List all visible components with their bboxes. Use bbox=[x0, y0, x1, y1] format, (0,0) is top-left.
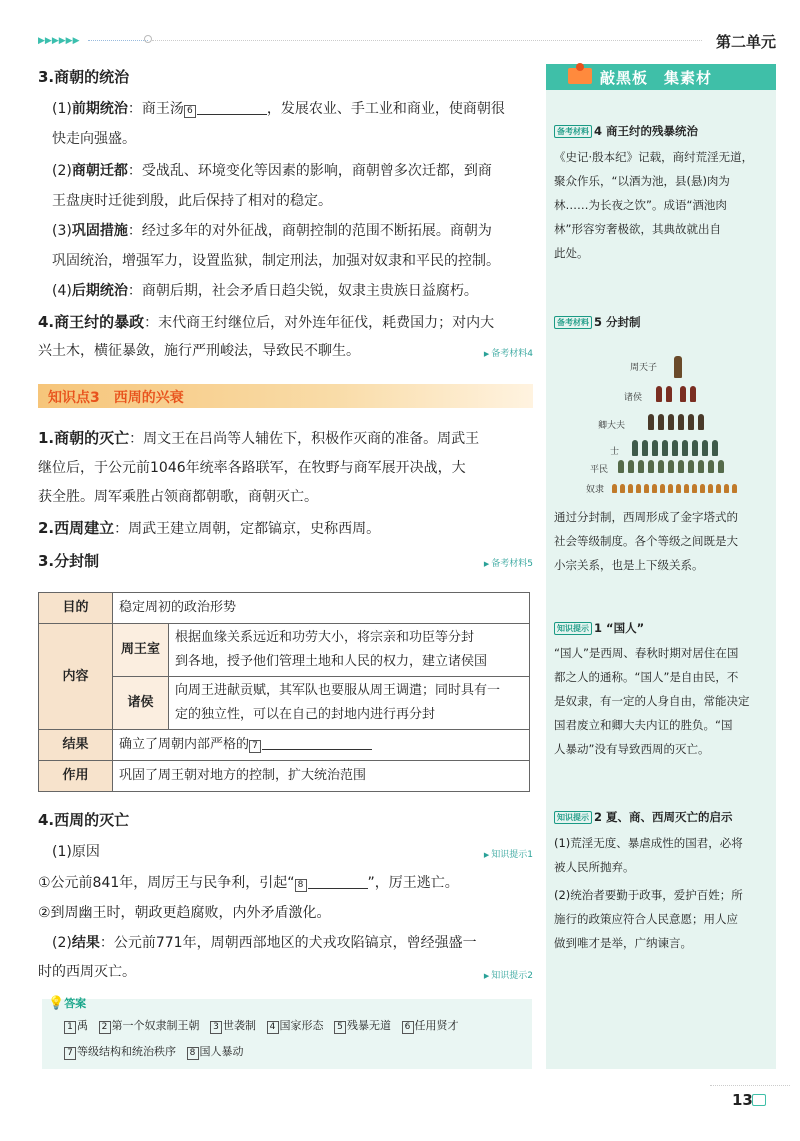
figure-icon bbox=[662, 440, 668, 456]
figure-icon bbox=[698, 460, 704, 473]
figure-icon bbox=[708, 484, 713, 493]
paragraph-line: ②到周幽王时，朝政更趋腐败，内外矛盾激化。 bbox=[38, 905, 331, 921]
figure-icon bbox=[612, 484, 617, 493]
blank-number: 8 bbox=[295, 879, 307, 892]
figure-icon bbox=[690, 386, 696, 402]
sidebar-line: 小宗关系，也是上下级关系。 bbox=[554, 558, 704, 572]
figure-icon bbox=[678, 460, 684, 473]
figure-icon bbox=[642, 440, 648, 456]
figure-icon bbox=[648, 414, 654, 430]
header-rule bbox=[88, 40, 148, 41]
figure-icon bbox=[682, 440, 688, 456]
sidebar-line: 施行的政策应符合人民意愿；用人应 bbox=[554, 912, 738, 926]
material-heading: 备考材料 5 分封制 bbox=[554, 313, 641, 331]
paragraph-line: (2)结果：公元前771年，周朝西部地区的犬戎攻陷镐京，曾经强盛一 bbox=[52, 935, 477, 951]
header-circle-icon bbox=[144, 35, 152, 43]
sidebar-banner bbox=[546, 64, 776, 90]
figure-icon bbox=[632, 440, 638, 456]
header-rule-long bbox=[152, 40, 702, 41]
paragraph-line: 兴土木，横征暴敛，施行严刑峻法，导致民不聊生。 bbox=[38, 343, 360, 359]
sidebar-line: 通过分封制，西周形成了金字塔式的 bbox=[554, 510, 738, 524]
sidebar-line: 林”形容穷奢极欲，其典故就出自 bbox=[554, 222, 721, 236]
sidebar-line: 林……为长夜之饮”。成语“酒池肉 bbox=[554, 198, 727, 212]
reference-link[interactable]: ▶ 备考材料5 bbox=[484, 556, 533, 569]
figure-icon bbox=[680, 386, 686, 402]
sidebar-line: “国人”是西周、春秋时期对居住在国 bbox=[554, 646, 739, 660]
table-header: 结果 bbox=[39, 730, 113, 761]
sidebar-line: 《史记·殷本纪》记载，商纣荒淫无道， bbox=[554, 150, 754, 164]
blank-number: 7 bbox=[249, 740, 261, 753]
footer-rule bbox=[710, 1085, 790, 1086]
table-subheader: 周王室 bbox=[113, 624, 169, 677]
figure-icon bbox=[712, 440, 718, 456]
figure-icon bbox=[692, 440, 698, 456]
table-cell: 稳定周初的政治形势 bbox=[113, 593, 530, 624]
table-cell: 向周王进献贡赋，其军队也要服从周王调遣；同时具有一 定的独立性，可以在自己的封地内进行再分封 bbox=[169, 677, 530, 730]
figure-icon bbox=[652, 440, 658, 456]
paragraph-line: 4.商王纣的暴政：末代商王纣继位后，对外连年征伐，耗费国力；对内大 bbox=[38, 313, 495, 331]
paragraph-line: (1)前期统治：商王汤 6 ，发展农业、手工业和商业，使商朝很 bbox=[52, 101, 505, 117]
pyramid-label: 平民 bbox=[590, 465, 609, 475]
table-cell: 巩固了周王朝对地方的控制，扩大统治范围 bbox=[113, 761, 530, 792]
figure-icon bbox=[732, 484, 737, 493]
pyramid-label: 卿大夫 bbox=[598, 421, 626, 431]
figure-icon bbox=[672, 440, 678, 456]
sidebar-line: 此处。 bbox=[554, 246, 589, 260]
paragraph-line: (3)巩固措施：经过多年的对外征战，商朝控制的范围不断拓展。商朝为 bbox=[52, 223, 492, 239]
figure-icon bbox=[658, 460, 664, 473]
figure-icon bbox=[724, 484, 729, 493]
reference-link[interactable]: ▶ 知识提示1 bbox=[484, 847, 533, 860]
banner-title: 知识点3 西周的兴衰 bbox=[48, 390, 184, 406]
sidebar-line: 社会等级制度。各个等级之间既是大 bbox=[554, 534, 738, 548]
figure-icon bbox=[688, 414, 694, 430]
figure-icon bbox=[674, 356, 682, 378]
figure-icon bbox=[716, 484, 721, 493]
figure-icon bbox=[618, 460, 624, 473]
figure-icon bbox=[660, 484, 665, 493]
figure-icon bbox=[692, 484, 697, 493]
table-cell: 根据血缘关系远近和功劳大小，将宗亲和功臣等分封 到各地，授予他们管理土地和人民的权力，建立诸侯国 bbox=[169, 624, 530, 677]
figure-icon bbox=[666, 386, 672, 402]
paragraph-line: 时的西周灭亡。 bbox=[38, 964, 136, 980]
figure-icon bbox=[628, 484, 633, 493]
figure-icon bbox=[656, 386, 662, 402]
material-heading: 备考材料 4 商王纣的残暴统治 bbox=[554, 122, 698, 140]
figure-icon bbox=[718, 460, 724, 473]
figure-icon bbox=[684, 484, 689, 493]
paragraph-line: ①公元前841年，周厉王与民争利，引起“ 8 ”，厉王逃亡。 bbox=[38, 875, 459, 891]
figure-icon bbox=[676, 484, 681, 493]
figure-icon bbox=[668, 414, 674, 430]
figure-icon bbox=[644, 484, 649, 493]
reference-link[interactable]: ▶ 备考材料4 bbox=[484, 346, 533, 359]
header-arrows: ▶▶▶▶▶▶ bbox=[38, 36, 80, 46]
answer-row: 1 禹 2 第一个奴隶制王朝 3 世袭制 4 国家形态 5 残暴无道 6 任用贤才 bbox=[64, 1017, 459, 1034]
page-number: 13 bbox=[732, 1091, 753, 1109]
fill-blank bbox=[308, 875, 368, 889]
sidebar-line: 做到唯才是举，广纳谏言。 bbox=[554, 936, 692, 950]
sidebar-line: (2)统治者要勤于政事，爱护百姓；所 bbox=[554, 888, 743, 902]
blackboard-icon bbox=[566, 62, 594, 90]
sidebar-line: 被人民所抛弃。 bbox=[554, 860, 635, 874]
figure-icon bbox=[700, 484, 705, 493]
figure-icon bbox=[698, 414, 704, 430]
knowledge-point-banner bbox=[38, 384, 533, 408]
sidebar-line: 聚众作乐，“以酒为池，县(悬)肉为 bbox=[554, 174, 730, 188]
paragraph-line: 获全胜。周军乘胜占领商都朝歌，商朝灭亡。 bbox=[38, 489, 318, 505]
sidebar-banner-title: 敲黑板 集素材 bbox=[600, 69, 713, 87]
tip-heading: 知识提示 1 “国人” bbox=[554, 619, 644, 637]
answer-label: 💡答案 bbox=[48, 996, 87, 1011]
section-title: 4.西周的灭亡 bbox=[38, 811, 130, 829]
tip-heading: 知识提示 2 夏、商、西周灭亡的启示 bbox=[554, 808, 733, 826]
sidebar-line: 人暴动”没有导致西周的灭亡。 bbox=[554, 742, 710, 756]
paragraph-line: 快走向强盛。 bbox=[52, 131, 136, 147]
table-cell: 确立了周朝内部严格的 7 bbox=[113, 730, 530, 761]
sidebar-line: 都之人的通称。“国人”是自由民，不 bbox=[554, 670, 739, 684]
paragraph-line: (4)后期统治：商朝后期，社会矛盾日趋尖锐，奴隶主贵族日益腐朽。 bbox=[52, 283, 478, 299]
paragraph-line: (2)商朝迁都：受战乱、环境变化等因素的影响，商朝曾多次迁都，到商 bbox=[52, 163, 492, 179]
figure-icon bbox=[636, 484, 641, 493]
table-header: 目的 bbox=[39, 593, 113, 624]
table-subheader: 诸侯 bbox=[113, 677, 169, 730]
fill-blank bbox=[262, 736, 372, 750]
hierarchy-pyramid-illustration bbox=[586, 360, 766, 500]
section-title: 3.商朝的统治 bbox=[38, 68, 130, 86]
pyramid-label: 诸侯 bbox=[624, 393, 643, 403]
figure-icon bbox=[708, 460, 714, 473]
fenfeng-table bbox=[38, 592, 530, 792]
sidebar-line: 国君废立和卿大夫内讧的胜负。“国 bbox=[554, 718, 733, 732]
pyramid-label: 奴隶 bbox=[586, 485, 605, 495]
figure-icon bbox=[668, 484, 673, 493]
figure-icon bbox=[628, 460, 634, 473]
answer-box bbox=[42, 996, 532, 1069]
book-icon bbox=[752, 1094, 766, 1106]
sidebar-panel bbox=[546, 64, 776, 1069]
figure-icon bbox=[658, 414, 664, 430]
paragraph-line: 继位后，于公元前1046年统率各路联军，在牧野与商军展开决战，大 bbox=[38, 460, 466, 476]
paragraph-line: 1.商朝的灭亡：周文王在吕尚等人辅佐下，积极作灭商的准备。周武王 bbox=[38, 429, 480, 447]
figure-icon bbox=[638, 460, 644, 473]
reference-link[interactable]: ▶ 知识提示2 bbox=[484, 968, 533, 981]
paragraph-line: 2.西周建立：周武王建立周朝，定都镐京，史称西周。 bbox=[38, 519, 381, 537]
figure-icon bbox=[652, 484, 657, 493]
paragraph-line: (1)原因 bbox=[52, 844, 100, 860]
sidebar-line: 是奴隶，有一定的人身自由，常能决定 bbox=[554, 694, 750, 708]
figure-icon bbox=[678, 414, 684, 430]
figure-icon bbox=[702, 440, 708, 456]
figure-icon bbox=[648, 460, 654, 473]
answer-row: 7 等级结构和统治秩序 8 国人暴动 bbox=[64, 1043, 244, 1060]
paragraph-line: 王盘庚时迁徙到殷，此后保持了相对的稳定。 bbox=[52, 193, 332, 209]
paragraph-line: 巩固统治，增强军力，设置监狱，制定刑法，加强对奴隶和平民的控制。 bbox=[52, 253, 500, 269]
pyramid-label: 士 bbox=[610, 447, 620, 457]
pyramid-label: 周天子 bbox=[630, 363, 658, 373]
table-header: 内容 bbox=[39, 624, 113, 730]
fill-blank bbox=[197, 101, 267, 115]
blank-number: 6 bbox=[184, 105, 196, 118]
sidebar-line: (1)荒淫无度、暴虐成性的国君，必将 bbox=[554, 836, 743, 850]
figure-icon bbox=[668, 460, 674, 473]
unit-title: 第二单元 bbox=[716, 33, 777, 51]
figure-icon bbox=[688, 460, 694, 473]
figure-icon bbox=[620, 484, 625, 493]
section-title: 3.分封制 bbox=[38, 552, 100, 570]
table-header: 作用 bbox=[39, 761, 113, 792]
